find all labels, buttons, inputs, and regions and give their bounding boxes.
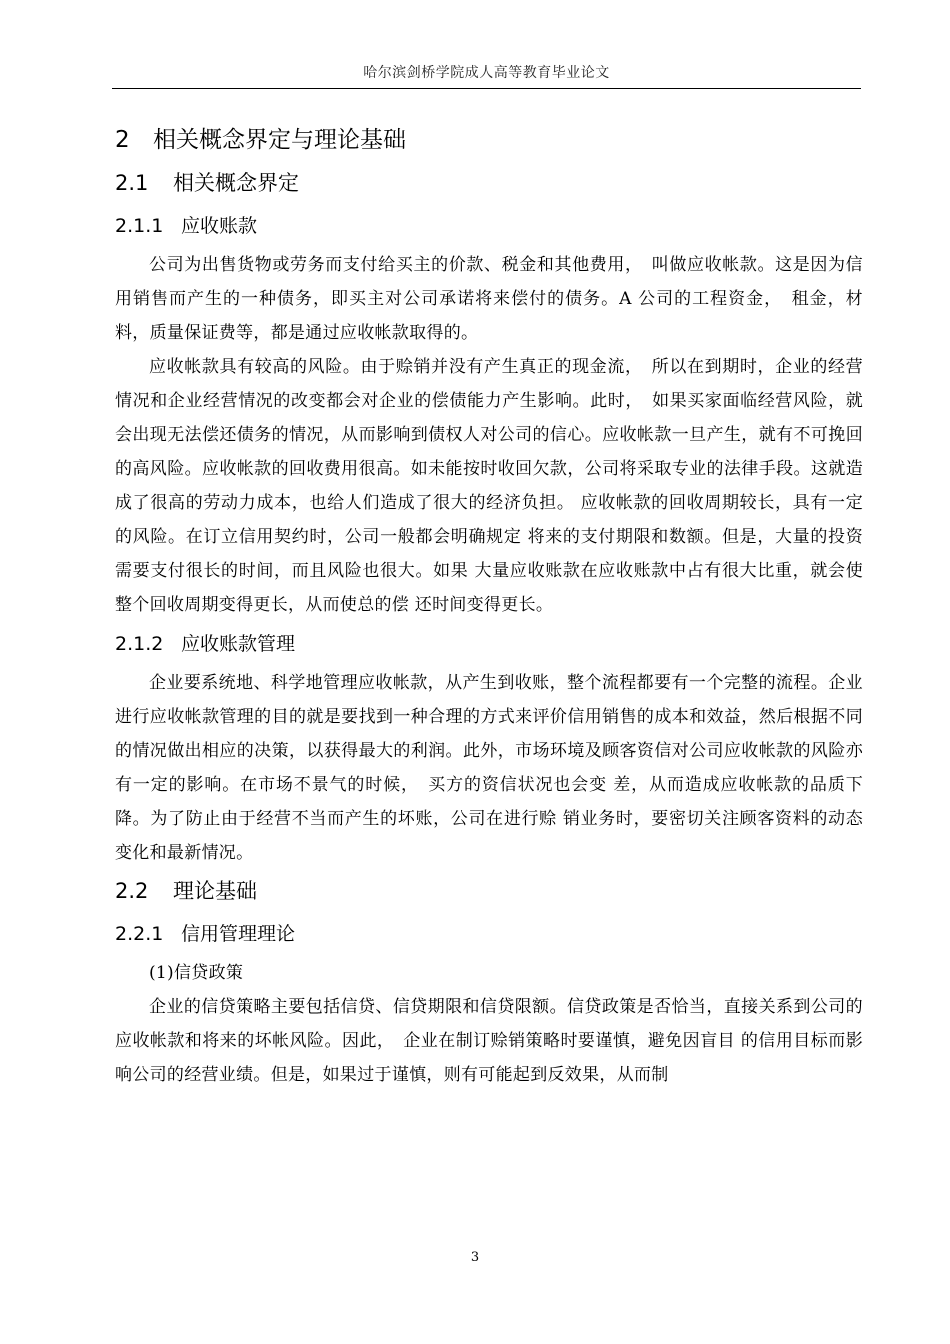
heading-title: 相关概念界定 xyxy=(173,171,299,195)
heading-title: 应收账款 xyxy=(181,215,258,237)
heading-2-1-2 xyxy=(115,626,863,662)
heading-2-1-1 xyxy=(115,208,863,244)
heading-number: 2.2.1 xyxy=(115,923,164,945)
sub-heading: (1)信贷政策 xyxy=(149,963,244,983)
heading-title: 信用管理理论 xyxy=(181,923,296,945)
heading-number: 2.1.2 xyxy=(115,633,164,655)
heading-2-2 xyxy=(115,872,863,910)
heading-number: 2.2 xyxy=(115,879,149,903)
paragraph: 应收帐款具有较高的风险。由于赊销并没有产生真正的现金流， 所以在到期时，企业的经营情况和企业经营情况的改变都会对企业的偿债能力产生影响。此时， 如果买家面临经营风险，就会出现无法偿还债务的情况，从而影响到债权人对公司的信心。应收帐款一旦产生，就有不可挽回的高风险。应收帐款的回收费用很高。如未能按时收回欠款，公司将采取专业的法律手段。这就造成了很高的劳动力成本，也给人们造成了很大的经济负担。 应收帐款的回收周期较长，具有一定的风险。在订立信用契约时，公司一般都会明确规定 将来的支付期限和数额。但是，大量的投资需要支付很长的时间，而且风险也很大。如果 大量应收账款在应收账款中占有很大比重，就会使整个回收周期变得更长，从而使总的偿 还时间变得更长。 xyxy=(115,357,863,615)
heading-2 xyxy=(115,120,863,160)
page-body xyxy=(115,120,863,1092)
heading-number: 2.1.1 xyxy=(115,215,164,237)
paragraph: 公司为出售货物或劳务而支付给买主的价款、税金和其他费用， 叫做应收帐款。这是因为信用销售而产生的一种债务，即买主对公司承诺将来偿付的债务。A 公司的工程资金， 租金，材料，质量保证费等，都是通过应收帐款取得的。 xyxy=(115,255,863,343)
heading-title: 相关概念界定与理论基础 xyxy=(153,127,406,153)
heading-title: 理论基础 xyxy=(173,879,257,903)
paragraph: 企业的信贷策略主要包括信贷、信贷期限和信贷限额。信贷政策是否恰当，直接关系到公司的应收帐款和将来的坏帐风险。因此， 企业在制订赊销策略时要谨慎，避免因盲目 的信用目标而影响公司的经营业绩。但是，如果过于谨慎，则有可能起到反效果，从而制 xyxy=(115,997,863,1085)
heading-number: 2 xyxy=(115,127,130,153)
page-header: 哈尔滨剑桥学院成人高等教育毕业论文 xyxy=(363,65,610,81)
paragraph: 企业要系统地、科学地管理应收帐款，从产生到收账，整个流程都要有一个完整的流程。企业进行应收帐款管理的目的就是要找到一种合理的方式来评价信用销售的成本和效益，然后根据不同的情况做出相应的决策，以获得最大的利润。此外，市场环境及顾客资信对公司应收帐款的风险亦有一定的影响。在市场不景气的时候， 买方的资信状况也会变 差，从而造成应收帐款的品质下降。为了防止由于经营不当而产生的坏账，公司在进行赊 销业务时，要密切关注顾客资料的动态变化和最新情况。 xyxy=(115,673,863,863)
header-rule xyxy=(112,88,861,89)
heading-title: 应收账款管理 xyxy=(181,633,296,655)
heading-2-2-1 xyxy=(115,916,863,952)
heading-number: 2.1 xyxy=(115,171,149,195)
page-number: 3 xyxy=(470,1250,480,1265)
heading-2-1 xyxy=(115,164,863,202)
